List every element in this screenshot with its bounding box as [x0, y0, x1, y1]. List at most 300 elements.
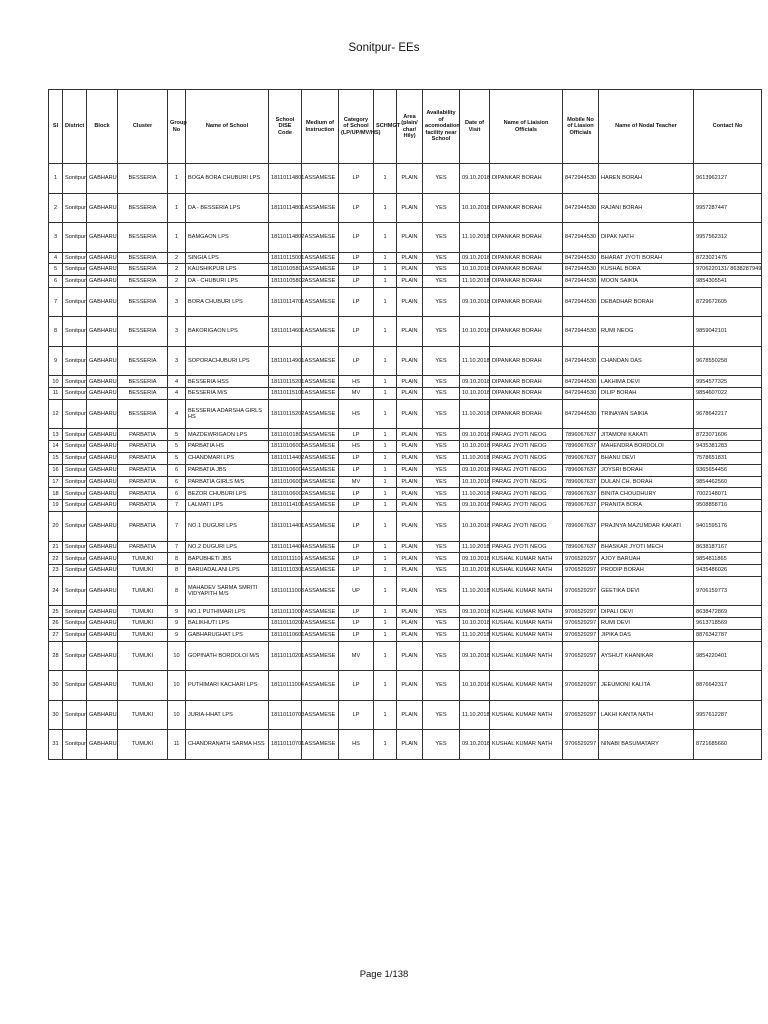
table-cell: PARBATIA HS	[186, 441, 269, 453]
table-cell: Sonitpur	[63, 276, 87, 288]
table-cell: BESSERIA	[118, 317, 168, 347]
column-header: Availability of acomodation facility near School	[423, 90, 460, 164]
table-cell: PLAIN	[397, 252, 423, 264]
table-cell: ASSAMESE	[302, 671, 339, 701]
table-cell: DIPANKAR BORAH	[490, 388, 563, 400]
table-cell: 8472944530	[563, 346, 599, 376]
table-cell: GABHARU	[87, 512, 118, 542]
table-cell: 11.10.2018	[460, 399, 490, 429]
table-cell: 1	[374, 441, 397, 453]
table-cell: 11.10.2018	[460, 576, 490, 606]
table-cell: YES	[423, 317, 460, 347]
table-cell: 18110115201	[269, 376, 302, 388]
table-cell: 5	[49, 264, 63, 276]
table-cell: 2	[168, 276, 186, 288]
table-cell: YES	[423, 512, 460, 542]
table-cell: 18110114901	[269, 346, 302, 376]
table-cell: DULAN CH. BORAH	[599, 476, 694, 488]
table-cell: 4	[168, 388, 186, 400]
table-cell: ASSAMESE	[302, 541, 339, 553]
table-row	[49, 541, 762, 553]
table-row	[49, 376, 762, 388]
table-cell: KUSHAL KUMAR NATH	[490, 671, 563, 701]
column-header: Cluster	[118, 90, 168, 164]
table-cell: 18110110703	[269, 700, 302, 730]
table-cell: NO.1 PUTHIMARI LPS	[186, 606, 269, 618]
table-cell: DIPANKAR BORAH	[490, 252, 563, 264]
table-cell: 17	[49, 476, 63, 488]
table-cell: DIPALI DEVI	[599, 606, 694, 618]
table-cell: 7	[168, 512, 186, 542]
table-cell: GABHARU	[87, 223, 118, 253]
table-cell: ASSAMESE	[302, 429, 339, 441]
table-cell: 18110114802	[269, 223, 302, 253]
table-cell: 9706220131/ 8638287949	[694, 264, 762, 276]
table-cell: BHARAT JYOTI BORAH	[599, 252, 694, 264]
table-cell: ASSAMESE	[302, 606, 339, 618]
table-cell: HS	[339, 441, 374, 453]
table-cell: 09.10.2018	[460, 287, 490, 317]
table-cell: 5	[168, 441, 186, 453]
table-cell: GABHARU	[87, 164, 118, 194]
table-cell: 9706529297	[563, 730, 599, 760]
table-row	[49, 565, 762, 577]
table-cell: GABHARU	[87, 671, 118, 701]
table-cell: PARBATIA	[118, 541, 168, 553]
table-cell: GABHARU	[87, 429, 118, 441]
table-cell: 9365654456	[694, 464, 762, 476]
table-cell: BALIKHUTI LPS	[186, 618, 269, 630]
table-cell: 21	[49, 541, 63, 553]
table-cell: PLAIN	[397, 399, 423, 429]
table-cell: 11.10.2018	[460, 223, 490, 253]
table-cell: 18110110601	[269, 630, 302, 642]
table-cell: Sonitpur	[63, 388, 87, 400]
table-cell: LP	[339, 671, 374, 701]
table-cell: GABHARU	[87, 252, 118, 264]
table-cell: 9	[168, 630, 186, 642]
table-cell: 7896067637	[563, 441, 599, 453]
table-cell: Sonitpur	[63, 476, 87, 488]
table-cell: CHANDAN DAS	[599, 346, 694, 376]
table-cell: 09.10.2018	[460, 429, 490, 441]
table-cell: 10	[49, 376, 63, 388]
table-cell: Sonitpur	[63, 700, 87, 730]
table-cell: 9613962127	[694, 164, 762, 194]
table-cell: 7896067637	[563, 429, 599, 441]
table-cell: BORA CHUBURI LPS	[186, 287, 269, 317]
table-cell: 18110115001	[269, 252, 302, 264]
table-cell: 10.10.2018	[460, 512, 490, 542]
table-cell: 1	[374, 630, 397, 642]
table-cell: PLAIN	[397, 223, 423, 253]
table-cell: PLAIN	[397, 276, 423, 288]
table-cell: 9435486026	[694, 565, 762, 577]
table-cell: PARBATIA	[118, 500, 168, 512]
table-cell: GABHARU	[87, 317, 118, 347]
table-cell: 18110110701	[269, 730, 302, 760]
table-cell: DEBADHAR BORAH	[599, 287, 694, 317]
table-cell: 9706529297	[563, 700, 599, 730]
table-cell: ASSAMESE	[302, 488, 339, 500]
table-cell: 7896067637	[563, 488, 599, 500]
table-cell: LP	[339, 317, 374, 347]
table-cell: 18110105801	[269, 264, 302, 276]
table-cell: Sonitpur	[63, 317, 87, 347]
table-cell: 8472944530	[563, 276, 599, 288]
table-cell: 8472944530	[563, 388, 599, 400]
table-cell: ASSAMESE	[302, 264, 339, 276]
table-cell: 8723021476	[694, 252, 762, 264]
table-cell: DIPANKAR BORAH	[490, 276, 563, 288]
table-cell: ASSAMESE	[302, 164, 339, 194]
table-cell: KUSHAL KUMAR NATH	[490, 576, 563, 606]
table-cell: 31	[49, 730, 63, 760]
table-cell: LP	[339, 193, 374, 223]
table-cell: PARBATIA JBS	[186, 464, 269, 476]
table-cell: YES	[423, 453, 460, 465]
table-cell: Sonitpur	[63, 541, 87, 553]
table-cell: 10	[168, 641, 186, 671]
table-cell: DIPANKAR BORAH	[490, 317, 563, 347]
table-cell: PARBATIA	[118, 464, 168, 476]
table-cell: Sonitpur	[63, 453, 87, 465]
table-cell: CHANDMARI LPS	[186, 453, 269, 465]
table-cell: Sonitpur	[63, 287, 87, 317]
table-cell: MAHADEV SARMA SMRITI VIDYAPITH M/S	[186, 576, 269, 606]
table-cell: 4	[168, 399, 186, 429]
column-header: Category of School (LP/UP/MV/HS)	[339, 90, 374, 164]
column-header: Block	[87, 90, 118, 164]
table-cell: KUSHAL KUMAR NATH	[490, 700, 563, 730]
table-cell: YES	[423, 641, 460, 671]
table-cell: PLAIN	[397, 488, 423, 500]
table-cell: 9706529297	[563, 565, 599, 577]
column-header: Contact No	[694, 90, 762, 164]
table-cell: 18110114101	[269, 500, 302, 512]
table-cell: GABHARU	[87, 388, 118, 400]
table-cell: 22	[49, 553, 63, 565]
table-cell: ASSAMESE	[302, 453, 339, 465]
table-cell: 9854607022	[694, 388, 762, 400]
table-cell: 7896067637	[563, 453, 599, 465]
table-cell: LP	[339, 287, 374, 317]
table-cell: BESSERIA	[118, 399, 168, 429]
table-cell: 11.10.2018	[460, 453, 490, 465]
table-cell: LP	[339, 618, 374, 630]
table-cell: Sonitpur	[63, 618, 87, 630]
table-cell: KUSHAL BORA	[599, 264, 694, 276]
table-cell: 1	[374, 606, 397, 618]
table-cell: 09.10.2018	[460, 376, 490, 388]
table-cell: PARBATIA	[118, 512, 168, 542]
table-cell: ASSAMESE	[302, 553, 339, 565]
table-cell: 9957612287	[694, 700, 762, 730]
table-cell: LP	[339, 606, 374, 618]
table-cell: 9706529297	[563, 606, 599, 618]
table-cell: ASSAMESE	[302, 223, 339, 253]
table-cell: GABHARU	[87, 553, 118, 565]
table-row	[49, 193, 762, 223]
table-cell: 10.10.2018	[460, 565, 490, 577]
table-cell: PLAIN	[397, 618, 423, 630]
table-cell: YES	[423, 671, 460, 701]
table-cell: 6	[168, 488, 186, 500]
table-cell: UP	[339, 576, 374, 606]
table-cell: 1	[374, 476, 397, 488]
table-cell: KUSHAL KUMAR NATH	[490, 565, 563, 577]
table-cell: Sonitpur	[63, 630, 87, 642]
table-cell: GABHARU	[87, 193, 118, 223]
table-cell: 24	[49, 576, 63, 606]
table-cell: 6	[168, 464, 186, 476]
table-cell: PLAIN	[397, 512, 423, 542]
table-cell: TUMUKI	[118, 730, 168, 760]
table-cell: 8472944530	[563, 287, 599, 317]
table-cell: GABHARU	[87, 287, 118, 317]
table-cell: 11.10.2018	[460, 700, 490, 730]
table-cell: ASSAMESE	[302, 252, 339, 264]
table-cell: 7002148071	[694, 488, 762, 500]
table-cell: 1	[374, 512, 397, 542]
table-cell: 11.10.2018	[460, 630, 490, 642]
table-cell: ASSAMESE	[302, 565, 339, 577]
table-cell: TUMUKI	[118, 565, 168, 577]
table-cell: 1	[374, 488, 397, 500]
table-cell: Sonitpur	[63, 346, 87, 376]
table-cell: 7896067637	[563, 500, 599, 512]
table-cell: PARBATIA	[118, 453, 168, 465]
table-cell: YES	[423, 541, 460, 553]
table-cell: 9401595176	[694, 512, 762, 542]
table-cell: 16	[49, 464, 63, 476]
table-cell: LP	[339, 541, 374, 553]
table-cell: 10.10.2018	[460, 618, 490, 630]
table-cell: GABHARU	[87, 606, 118, 618]
table-cell: GABHARU	[87, 565, 118, 577]
table-cell: ASSAMESE	[302, 399, 339, 429]
table-cell: GABHARU	[87, 276, 118, 288]
table-cell: LP	[339, 264, 374, 276]
table-cell: Sonitpur	[63, 376, 87, 388]
table-cell: GABHARU	[87, 453, 118, 465]
table-cell: PARBATIA	[118, 476, 168, 488]
table-cell: LP	[339, 488, 374, 500]
table-cell: YES	[423, 376, 460, 388]
table-cell: BESSERIA	[118, 287, 168, 317]
table-cell: 1	[168, 223, 186, 253]
table-cell: 18110114701	[269, 287, 302, 317]
table-cell: ASSAMESE	[302, 512, 339, 542]
table-cell: 8723071606	[694, 429, 762, 441]
table-cell: PLAIN	[397, 264, 423, 276]
table-cell: GABHARU	[87, 618, 118, 630]
table-cell: YES	[423, 193, 460, 223]
table-cell: 1	[374, 317, 397, 347]
table-cell: 9	[168, 618, 186, 630]
table-cell: 9706529297	[563, 630, 599, 642]
table-cell: GABHARU	[87, 346, 118, 376]
table-cell: 7	[168, 541, 186, 553]
table-cell: 10.10.2018	[460, 193, 490, 223]
table-cell: PLAIN	[397, 541, 423, 553]
table-cell: 10	[168, 671, 186, 701]
table-cell: 10.10.2018	[460, 441, 490, 453]
table-cell: ASSAMESE	[302, 376, 339, 388]
table-cell: 2	[168, 252, 186, 264]
table-cell: 1	[374, 429, 397, 441]
table-cell: GABHARU	[87, 700, 118, 730]
table-cell: YES	[423, 276, 460, 288]
table-cell: 10.10.2018	[460, 476, 490, 488]
table-cell: 9706529297	[563, 576, 599, 606]
table-cell: YES	[423, 164, 460, 194]
table-cell: 18110114401	[269, 512, 302, 542]
column-header: Sl	[49, 90, 63, 164]
table-row	[49, 399, 762, 429]
table-cell: LAKHI KANTA NATH	[599, 700, 694, 730]
table-cell: 9678642217	[694, 399, 762, 429]
table-cell: LP	[339, 429, 374, 441]
table-cell: 18110105802	[269, 276, 302, 288]
table-cell: 1	[374, 700, 397, 730]
table-cell: GABHARU	[87, 464, 118, 476]
table-cell: 7896067637	[563, 464, 599, 476]
table-cell: PLAIN	[397, 346, 423, 376]
table-cell: 9	[49, 346, 63, 376]
table-cell: 8	[168, 576, 186, 606]
table-cell: 1	[168, 193, 186, 223]
table-cell: PLAIN	[397, 553, 423, 565]
table-cell: 1	[374, 500, 397, 512]
table-cell: GABHARUGHAT LPS	[186, 630, 269, 642]
table-cell: PARBATIA	[118, 441, 168, 453]
table-cell: PLAIN	[397, 630, 423, 642]
table-cell: Sonitpur	[63, 193, 87, 223]
table-cell: TUMUKI	[118, 641, 168, 671]
table-cell: 18110114601	[269, 317, 302, 347]
table-cell: 5	[168, 453, 186, 465]
table-cell: YES	[423, 476, 460, 488]
table-cell: 18110101803	[269, 429, 302, 441]
table-cell: DIPANKAR BORAH	[490, 164, 563, 194]
table-cell: PARAG JYOTI NEOG	[490, 488, 563, 500]
table-cell: ASSAMESE	[302, 346, 339, 376]
table-cell: BARUADALANI LPS	[186, 565, 269, 577]
table-row	[49, 287, 762, 317]
table-row	[49, 223, 762, 253]
table-cell: GABHARU	[87, 630, 118, 642]
table-cell: Sonitpur	[63, 500, 87, 512]
table-row	[49, 553, 762, 565]
table-cell: 28	[49, 641, 63, 671]
table-cell: PLAIN	[397, 700, 423, 730]
table-cell: BAKORIGAON LPS	[186, 317, 269, 347]
table-cell: 9435381283	[694, 441, 762, 453]
table-cell: AYSHUT KHANIKAR	[599, 641, 694, 671]
table-cell: DIPANKAR BORAH	[490, 376, 563, 388]
table-cell: 11.10.2018	[460, 541, 490, 553]
table-cell: LP	[339, 630, 374, 642]
table-cell: Sonitpur	[63, 252, 87, 264]
table-cell: 1	[374, 376, 397, 388]
table-cell: BESSERIA	[118, 388, 168, 400]
table-cell: 9854220401	[694, 641, 762, 671]
table-cell: PLAIN	[397, 641, 423, 671]
table-cell: 1	[374, 193, 397, 223]
table-cell: 1	[168, 164, 186, 194]
column-header: Date of Visit	[460, 90, 490, 164]
table-cell: PLAIN	[397, 441, 423, 453]
table-cell: 1	[374, 276, 397, 288]
table-cell: 8472944530	[563, 376, 599, 388]
table-cell: 12	[49, 399, 63, 429]
table-cell: YES	[423, 553, 460, 565]
table-cell: Sonitpur	[63, 512, 87, 542]
table-cell: KUSHAL KUMAR NATH	[490, 641, 563, 671]
table-cell: BEZOR CHUBURI LPS	[186, 488, 269, 500]
table-cell: Sonitpur	[63, 553, 87, 565]
table-cell: YES	[423, 399, 460, 429]
table-cell: 1	[374, 164, 397, 194]
table-cell: 1	[374, 399, 397, 429]
table-cell: 8876642317	[694, 671, 762, 701]
table-cell: GABHARU	[87, 730, 118, 760]
table-cell: 18110111003	[269, 576, 302, 606]
table-cell: 30	[49, 700, 63, 730]
table-cell: BESSERIA HSS	[186, 376, 269, 388]
table-cell: 26	[49, 618, 63, 630]
table-cell: ASSAMESE	[302, 317, 339, 347]
table-cell: 09.10.2018	[460, 730, 490, 760]
table-cell: MV	[339, 388, 374, 400]
table-cell: GABHARU	[87, 576, 118, 606]
table-row	[49, 164, 762, 194]
table-cell: LALMATI LPS	[186, 500, 269, 512]
table-cell: 1	[374, 223, 397, 253]
table-cell: BESSERIA	[118, 264, 168, 276]
table-cell: PLAIN	[397, 464, 423, 476]
table-cell: 11	[49, 388, 63, 400]
table-cell: 09.10.2018	[460, 553, 490, 565]
table-cell: HS	[339, 376, 374, 388]
table-cell: ASSAMESE	[302, 276, 339, 288]
table-cell: 1	[374, 453, 397, 465]
table-cell: 1	[374, 641, 397, 671]
table-cell: 09.10.2018	[460, 606, 490, 618]
table-cell: 9	[168, 606, 186, 618]
table-cell: GABHARU	[87, 264, 118, 276]
table-cell: 14	[49, 441, 63, 453]
table-cell: PLAIN	[397, 500, 423, 512]
table-cell: 8	[49, 317, 63, 347]
table-row	[49, 317, 762, 347]
table-cell: 1	[374, 671, 397, 701]
table-cell: BESSERIA	[118, 252, 168, 264]
table-cell: 10.10.2018	[460, 264, 490, 276]
table-cell: PRANITA BORA	[599, 500, 694, 512]
table-cell: 8472944530	[563, 223, 599, 253]
table-cell: YES	[423, 264, 460, 276]
table-cell: 7	[49, 287, 63, 317]
table-cell: PLAIN	[397, 671, 423, 701]
table-cell: BESSERIA	[118, 223, 168, 253]
table-cell: GABHARU	[87, 500, 118, 512]
table-cell: 2	[49, 193, 63, 223]
table-cell: Sonitpur	[63, 223, 87, 253]
column-header: Mobile No of Liasion Officials	[563, 90, 599, 164]
table-cell: 3	[168, 317, 186, 347]
